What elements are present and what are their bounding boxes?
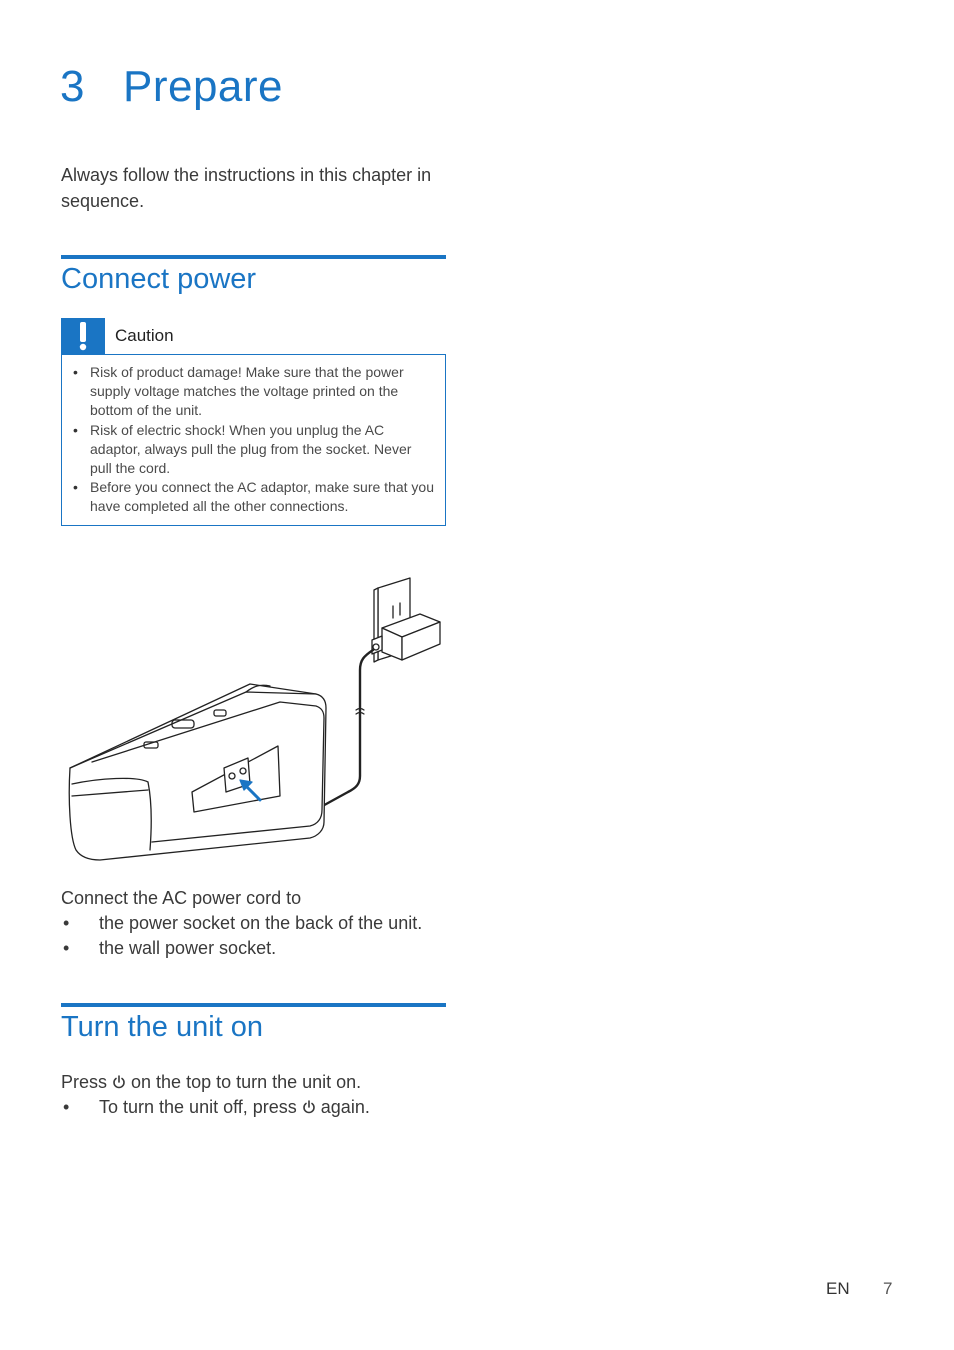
chapter-number: 3: [60, 62, 85, 111]
list-item: • the power socket on the back of the unit.: [61, 911, 422, 936]
turn-on-text-end: on the top to turn the unit on.: [126, 1072, 362, 1092]
caution-item: • Risk of product damage! Make sure that the power supply voltage matches the voltage printed on the bottom of the unit.: [90, 363, 437, 421]
turn-off-steps: [61, 1095, 370, 1122]
turn-off-text-start: To turn the unit off, press: [99, 1097, 302, 1117]
footer-language: EN: [826, 1279, 850, 1298]
section-divider: [61, 255, 446, 259]
list-item: [61, 1095, 370, 1122]
connect-instruction: Connect the AC power cord to: [61, 888, 302, 908]
turn-off-text-end: again.: [315, 1097, 370, 1117]
intro-text: Always follow the instructions in this chapter in sequence.: [61, 165, 432, 211]
speaker-unit: [69, 684, 326, 860]
connect-steps: [61, 911, 422, 961]
caution-body: [61, 354, 446, 526]
page-number: 7: [883, 1279, 893, 1298]
section-heading-connect-power: Connect power: [61, 263, 257, 295]
power-icon: [112, 1072, 126, 1097]
turn-on-instruction: [61, 1070, 361, 1097]
caution-item: • Risk of electric shock! When you unplug the AC adaptor, always pull the plug from the socket. Never pull the cord.: [90, 421, 437, 479]
power-icon: [302, 1097, 316, 1122]
section-divider: [61, 1003, 446, 1007]
chapter-title: [60, 62, 283, 112]
caution-label: Caution: [115, 326, 174, 345]
turn-on-text-start: Press: [61, 1072, 113, 1092]
exclamation-icon: [61, 318, 105, 354]
section-heading-turn-on: Turn the unit on: [61, 1011, 264, 1043]
list-item: • the wall power socket.: [61, 936, 422, 961]
caution-box: [61, 318, 446, 526]
caution-list: [62, 355, 445, 517]
power-connection-illustration: [60, 570, 450, 870]
chapter-name: Prepare: [122, 62, 284, 111]
caution-item: • Before you connect the AC adaptor, make sure that you have completed all the other connections.: [90, 478, 437, 516]
